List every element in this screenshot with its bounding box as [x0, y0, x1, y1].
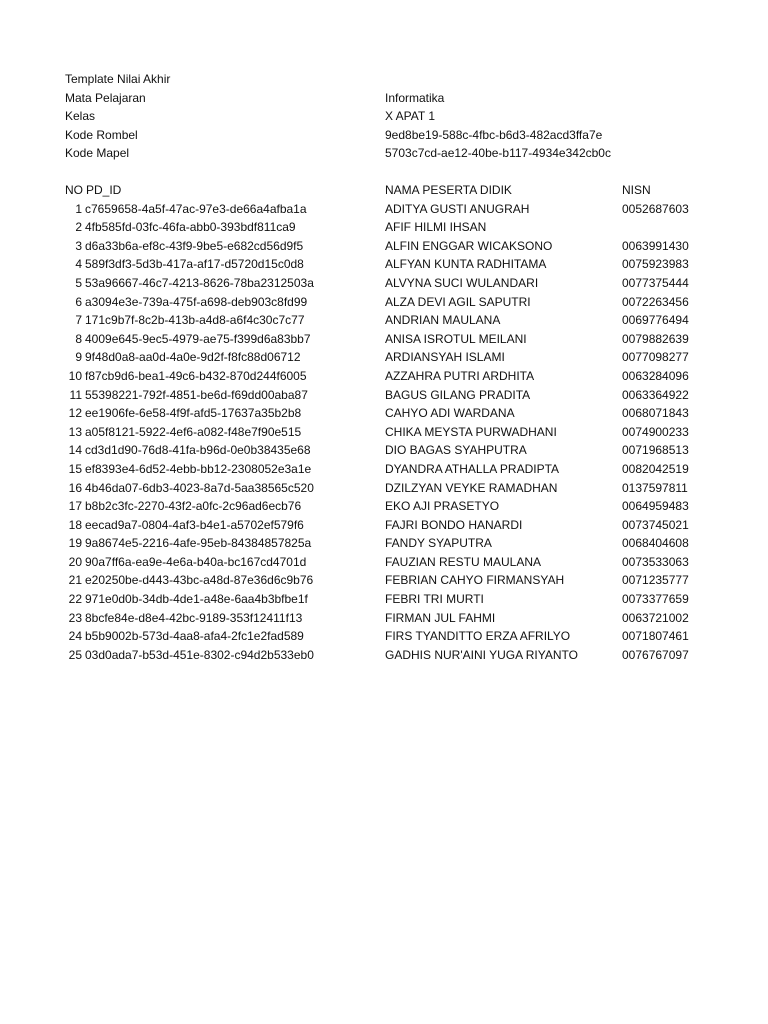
- mata-pelajaran-value: Informatika: [385, 90, 445, 105]
- row-nisn: 0071968513: [622, 443, 689, 458]
- row-no: 24: [68, 629, 82, 644]
- meta-title-row: [65, 70, 745, 89]
- kelas-value: X APAT 1: [385, 109, 436, 123]
- row-nama: FANDY SYAPUTRA: [385, 536, 492, 551]
- row-pd-id: 4fb585fd-03fc-46fa-abb0-393bdf811ca9: [85, 220, 296, 235]
- row-pd-id: ee1906fe-6e58-4f9f-afd5-17637a35b2b8: [85, 406, 302, 421]
- row-nisn: 0074900233: [622, 424, 689, 439]
- table-row: [65, 441, 755, 460]
- table-row: [65, 330, 755, 349]
- table-row: [65, 479, 755, 498]
- row-pd-id: cd3d1d90-76d8-41fa-b96d-0e0b38435e68: [85, 443, 311, 458]
- row-nisn: 0063991430: [622, 238, 689, 253]
- row-nisn: 0071235777: [622, 573, 689, 588]
- table-row: [65, 497, 755, 516]
- kode-rombel-value: 9ed8be19-588c-4fbc-b6d3-482acd3ffa7e: [385, 127, 603, 142]
- row-nisn: 0052687603: [622, 201, 689, 216]
- row-nama: FEBRI TRI MURTI: [385, 592, 484, 607]
- row-no: 21: [68, 573, 82, 588]
- row-pd-id: 9f48d0a8-aa0d-4a0e-9d2f-f8fc88d06712: [85, 350, 301, 365]
- row-no: 16: [68, 480, 82, 495]
- table-row: [65, 237, 755, 256]
- row-pd-id: a3094e3e-739a-475f-a698-deb903c8fd99: [85, 294, 308, 309]
- row-nisn: 0073533063: [622, 554, 689, 569]
- row-nama: BAGUS GILANG PRADITA: [385, 387, 531, 402]
- row-nisn: 0064959483: [622, 499, 689, 514]
- row-nama: FIRS TYANDITTO ERZA AFRILYO: [385, 629, 571, 644]
- row-nisn: 0073377659: [622, 592, 689, 607]
- row-pd-id: b8b2c3fc-2270-43f2-a0fc-2c96ad6ecb76: [85, 499, 302, 514]
- table-row: [65, 274, 755, 293]
- row-nama: CAHYO ADI WARDANA: [385, 406, 515, 421]
- row-no: 18: [68, 517, 82, 532]
- row-nama: GADHIS NUR'AINI YUGA RIYANTO: [385, 647, 578, 662]
- row-no: 20: [68, 554, 82, 569]
- row-no: 22: [68, 592, 82, 607]
- row-no: 4: [75, 257, 82, 272]
- row-nama: AFIF HILMI IHSAN: [385, 220, 487, 235]
- row-pd-id: 8bcfe84e-d8e4-42bc-9189-353f12411f13: [85, 610, 303, 625]
- row-no: 5: [75, 275, 82, 290]
- row-pd-id: eecad9a7-0804-4af3-b4e1-a5702ef579f6: [85, 517, 304, 532]
- row-pd-id: b5b9002b-573d-4aa8-afa4-2fc1e2fad589: [85, 629, 304, 644]
- row-no: 12: [68, 406, 82, 421]
- row-no: 9: [75, 350, 82, 365]
- row-no: 17: [68, 499, 82, 514]
- kode-mapel-value: 5703c7cd-ae12-40be-b117-4934e342cb0c: [385, 146, 611, 160]
- table-row: [65, 255, 755, 274]
- header-no: NO: [65, 183, 83, 197]
- row-nisn: 0063364922: [622, 387, 689, 402]
- row-no: 8: [75, 331, 82, 346]
- meta-kode-mapel-row: [65, 144, 745, 163]
- row-no: 3: [75, 238, 82, 253]
- kode-rombel-label: Kode Rombel: [65, 127, 138, 142]
- row-nisn: 0068071843: [622, 406, 689, 421]
- row-no: 6: [75, 294, 82, 309]
- row-pd-id: f87cb9d6-bea1-49c6-b432-870d244f6005: [85, 368, 307, 383]
- row-no: 13: [68, 424, 82, 439]
- row-nama: ANDRIAN MAULANA: [385, 313, 501, 328]
- table-row: [65, 423, 755, 442]
- table-row: [65, 553, 755, 572]
- table-row: [65, 218, 755, 237]
- table-row: [65, 646, 755, 665]
- table-header-row: [65, 181, 755, 200]
- row-pd-id: 971e0d0b-34db-4de1-a48e-6aa4b3bfbe1f: [85, 592, 308, 607]
- row-pd-id: d6a33b6a-ef8c-43f9-9be5-e682cd56d9f5: [85, 238, 304, 253]
- row-pd-id: e20250be-d443-43bc-a48d-87e36d6c9b76: [85, 573, 314, 588]
- row-nama: FEBRIAN CAHYO FIRMANSYAH: [385, 573, 565, 588]
- document-meta: [65, 70, 745, 163]
- kode-mapel-label: Kode Mapel: [65, 146, 130, 160]
- row-nisn: 0063284096: [622, 368, 689, 383]
- table-row: [65, 609, 755, 628]
- table-row: [65, 348, 755, 367]
- header-nama: NAMA PESERTA DIDIK: [385, 183, 512, 197]
- row-pd-id: 4b46da07-6db3-4023-8a7d-5aa38565c520: [85, 480, 314, 495]
- row-nisn: 0068404608: [622, 536, 689, 551]
- row-nama: ADITYA GUSTI ANUGRAH: [385, 201, 530, 216]
- row-pd-id: 589f3df3-5d3b-417a-af17-d5720d15c0d8: [85, 257, 304, 272]
- row-no: 25: [68, 647, 82, 662]
- row-nisn: 0071807461: [622, 629, 689, 644]
- row-nama: FAUZIAN RESTU MAULANA: [385, 554, 542, 569]
- row-nama: ANISA ISROTUL MEILANI: [385, 331, 527, 346]
- row-nisn: 0079882639: [622, 331, 689, 346]
- table-row: [65, 460, 755, 479]
- row-nama: ARDIANSYAH ISLAMI: [385, 350, 505, 365]
- meta-kode-rombel-row: [65, 126, 745, 145]
- kelas-label: Kelas: [65, 109, 96, 123]
- row-no: 2: [75, 220, 82, 235]
- row-nama: DZILZYAN VEYKE RAMADHAN: [385, 480, 558, 495]
- row-no: 7: [75, 313, 82, 328]
- row-pd-id: 171c9b7f-8c2b-413b-a4d8-a6f4c30c7c77: [85, 313, 305, 328]
- row-nama: DIO BAGAS SYAHPUTRA: [385, 443, 527, 458]
- row-pd-id: c7659658-4a5f-47ac-97e3-de66a4afba1a: [85, 201, 307, 216]
- row-nisn: 0072263456: [622, 294, 689, 309]
- row-no: 1: [75, 201, 82, 216]
- row-nama: EKO AJI PRASETYO: [385, 499, 500, 514]
- row-pd-id: 90a7ff6a-ea9e-4e6a-b40a-bc167cd4701d: [85, 554, 307, 569]
- row-no: 14: [68, 443, 82, 458]
- row-pd-id: ef8393e4-6d52-4ebb-bb12-2308052e3a1e: [85, 461, 312, 476]
- mata-pelajaran-label: Mata Pelajaran: [65, 90, 146, 105]
- row-no: 19: [68, 536, 82, 551]
- header-pd-id: PD_ID: [86, 183, 122, 197]
- row-nama: DYANDRA ATHALLA PRADIPTA: [385, 461, 560, 476]
- row-nisn: 0063721002: [622, 610, 689, 625]
- table-row: [65, 590, 755, 609]
- table-row: [65, 627, 755, 646]
- row-nisn: 0069776494: [622, 313, 689, 328]
- row-nisn: 0137597811: [622, 480, 688, 495]
- row-pd-id: 9a8674e5-2216-4afe-95eb-84384857825a: [85, 536, 312, 551]
- row-nama: FIRMAN JUL FAHMI: [385, 610, 496, 625]
- row-nama: ALVYNA SUCI WULANDARI: [385, 275, 539, 290]
- table-row: [65, 293, 755, 312]
- table-row: [65, 367, 755, 386]
- row-pd-id: 4009e645-9ec5-4979-ae75-f399d6a83bb7: [85, 331, 311, 346]
- row-nama: ALZA DEVI AGIL SAPUTRI: [385, 294, 531, 309]
- row-nisn: 0073745021: [622, 517, 689, 532]
- meta-kelas-row: [65, 107, 745, 126]
- row-nama: ALFYAN KUNTA RADHITAMA: [385, 257, 547, 272]
- table-body: [65, 200, 755, 665]
- table-row: [65, 404, 755, 423]
- row-no: 10: [68, 368, 82, 383]
- row-no: 15: [68, 461, 82, 476]
- table-row: [65, 516, 755, 535]
- row-nama: AZZAHRA PUTRI ARDHITA: [385, 368, 535, 383]
- row-pd-id: 03d0ada7-b53d-451e-8302-c94d2b533eb0: [85, 647, 314, 662]
- row-nisn: 0075923983: [622, 257, 689, 272]
- table-row: [65, 534, 755, 553]
- row-nisn: 0077375444: [622, 275, 689, 290]
- row-no: 23: [68, 610, 82, 625]
- table-row: [65, 311, 755, 330]
- row-nama: CHIKA MEYSTA PURWADHANI: [385, 424, 557, 439]
- row-nama: FAJRI BONDO HANARDI: [385, 517, 523, 532]
- row-pd-id: a05f8121-5922-4ef6-a082-f48e7f90e515: [85, 424, 302, 439]
- row-pd-id: 55398221-792f-4851-be6d-f69dd00aba87: [85, 387, 308, 402]
- row-nama: ALFIN ENGGAR WICAKSONO: [385, 238, 553, 253]
- student-table: [65, 181, 755, 664]
- meta-mata-pelajaran-row: [65, 89, 745, 108]
- row-nisn: 0082042519: [622, 461, 689, 476]
- table-row: [65, 571, 755, 590]
- row-pd-id: 53a96667-46c7-4213-8626-78ba2312503a: [85, 275, 314, 290]
- row-nisn: 0076767097: [622, 647, 689, 662]
- document-title: Template Nilai Akhir: [65, 72, 171, 86]
- table-row: [65, 386, 755, 405]
- header-nisn: NISN: [622, 183, 651, 197]
- row-no: 11: [69, 387, 82, 402]
- row-nisn: 0077098277: [622, 350, 689, 365]
- table-row: [65, 200, 755, 219]
